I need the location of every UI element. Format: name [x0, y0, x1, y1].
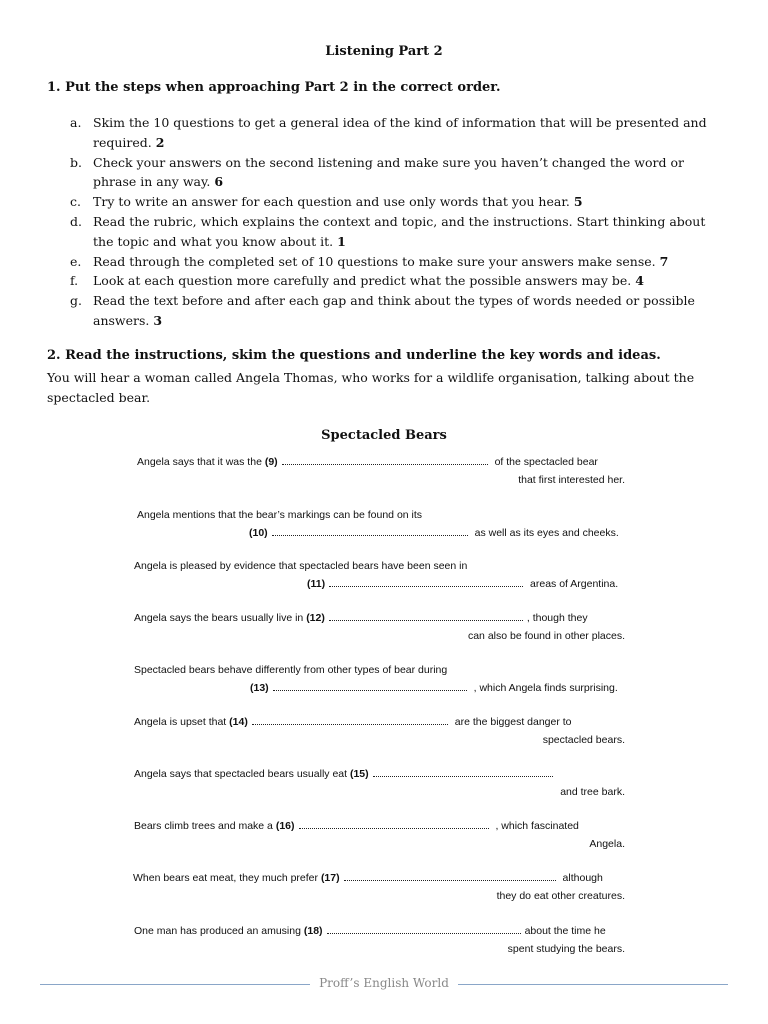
question-2-intro: You will hear a woman called Angela Thomas, who works for a wildlife organisation, talking about the spectacled bear. [47, 370, 695, 405]
gap-question-18 [134, 924, 606, 938]
step-item [70, 252, 720, 272]
gap-text: are the biggest danger to [454, 716, 572, 728]
step-text: Try to write an answer for each question and use only words that you hear. [93, 194, 570, 210]
gap-text: Angela mentions that the bear’s markings can be found on its [137, 509, 423, 521]
step-number: 7 [659, 253, 669, 269]
page-title: Listening Part 2 [325, 44, 443, 59]
gap-text: Angela is upset that [134, 716, 227, 728]
gap-question-10-continued [249, 526, 619, 540]
gap-question-16-continued [589, 837, 625, 851]
gap-text: , which Angela finds surprising. [473, 682, 618, 694]
step-letter: a. [70, 115, 82, 130]
step-number: 5 [573, 194, 583, 210]
gap-question-18-continued [508, 942, 625, 956]
question-1-heading: 1. Put the steps when approaching Part 2 in the correct order. [47, 80, 501, 95]
gap-text: about the time he [524, 925, 606, 937]
answer-blank[interactable] [273, 688, 467, 691]
step-text: Skim the 10 questions to get a general idea of the kind of information that will be presented and required. [93, 115, 707, 150]
gap-question-17 [133, 871, 603, 885]
gap-text: can also be found in other places. [467, 630, 625, 642]
gap-text: Angela is pleased by evidence that spectacled bears have been seen in [134, 560, 468, 572]
gap-text: spent studying the bears. [507, 943, 625, 955]
gap-text: and tree bark. [560, 786, 625, 798]
footer-divider-right [458, 984, 728, 985]
gap-number: (13) [250, 682, 269, 694]
step-letter: e. [70, 253, 82, 269]
gap-question-13-continued [250, 681, 618, 695]
gap-number: (12) [306, 612, 325, 624]
gap-text: spectacled bears. [542, 734, 625, 746]
answer-blank[interactable] [272, 533, 468, 536]
step-letter: c. [70, 194, 81, 210]
step-letter: b. [70, 154, 82, 170]
gap-text: although [562, 872, 603, 884]
step-item [70, 113, 720, 153]
gap-number: (15) [349, 768, 369, 780]
step-item [70, 291, 720, 331]
gap-number: (9) [264, 456, 278, 468]
answer-blank[interactable] [327, 931, 521, 934]
step-text: Read the rubric, which explains the context and topic, and the instructions. Start thinking about the topic and what you know about it. [93, 213, 706, 249]
gap-number: (10) [249, 527, 268, 539]
step-letter: g. [70, 293, 82, 309]
answer-blank[interactable] [329, 618, 523, 621]
gap-question-12-continued [468, 629, 625, 643]
footer-text: Proff’s English World [319, 976, 449, 990]
gap-text: One man has produced an amusing [134, 925, 301, 937]
answer-blank[interactable] [282, 462, 488, 465]
question-2-heading: 2. Read the instructions, skim the questions and underline the key words and ideas. [47, 348, 661, 363]
step-item [70, 271, 720, 291]
gap-question-11 [134, 559, 467, 573]
gap-number: (16) [275, 820, 295, 832]
gap-text: as well as its eyes and cheeks. [474, 527, 619, 539]
gap-question-14-continued [543, 733, 625, 747]
gap-question-13 [134, 663, 447, 677]
step-text: Look at each question more carefully and predict what the possible answers may be. [93, 273, 632, 289]
answer-blank[interactable] [329, 584, 523, 587]
step-letter: d. [70, 213, 82, 229]
step-text: Read the text before and after each gap and think about the types of words needed or possible answers. [93, 293, 695, 328]
gap-text: they do eat other creatures. [496, 890, 625, 902]
answer-blank[interactable] [299, 826, 489, 829]
gap-question-15 [134, 767, 557, 781]
gap-number: (18) [303, 925, 323, 937]
gap-text: Angela says that spectacled bears usually eat [134, 768, 348, 780]
step-item [70, 212, 720, 252]
step-number: 2 [155, 134, 165, 150]
step-number: 3 [153, 312, 163, 328]
answer-blank[interactable] [252, 722, 448, 725]
answer-blank[interactable] [344, 878, 556, 881]
gap-question-9-continued [518, 473, 625, 487]
gap-text: Bears climb trees and make a [134, 820, 273, 832]
answer-blank[interactable] [373, 774, 553, 777]
gap-question-16 [134, 819, 579, 833]
gap-question-15-continued [560, 785, 625, 799]
step-number: 6 [214, 174, 224, 190]
step-item [70, 192, 720, 212]
gap-text: that first interested her. [518, 474, 625, 486]
gap-text: Spectacled bears behave differently from other types of bear during [134, 664, 448, 676]
gap-text: Angela. [589, 838, 625, 850]
step-item [70, 153, 720, 193]
gap-question-17-continued [497, 889, 625, 903]
gap-question-9 [137, 455, 598, 469]
gap-text: When bears eat meat, they much prefer [133, 872, 319, 884]
gap-question-10 [137, 508, 422, 522]
step-number: 1 [337, 233, 346, 249]
step-letter: f. [70, 273, 79, 289]
steps-list [70, 113, 720, 331]
gap-number: (17) [320, 872, 340, 884]
gap-text: , which fascinated [495, 820, 579, 832]
gap-question-14 [134, 715, 572, 729]
gap-text: , though they [526, 612, 588, 624]
gap-number: (11) [307, 578, 326, 590]
step-text: Check your answers on the second listening and make sure you haven’t changed the word or phrase in any way. [93, 154, 684, 190]
gap-question-12 [134, 611, 588, 625]
gap-question-11-continued [307, 577, 618, 591]
gap-text: of the spectacled bear [494, 456, 598, 468]
gap-number: (14) [229, 716, 248, 728]
step-number: 4 [635, 273, 644, 289]
gap-text: Angela says that it was the [137, 456, 262, 468]
section-title: Spectacled Bears [321, 428, 447, 443]
gap-text: areas of Argentina. [530, 578, 619, 590]
step-text: Read through the completed set of 10 questions to make sure your answers make sense. [93, 253, 656, 269]
gap-text: Angela says the bears usually live in [134, 612, 304, 624]
